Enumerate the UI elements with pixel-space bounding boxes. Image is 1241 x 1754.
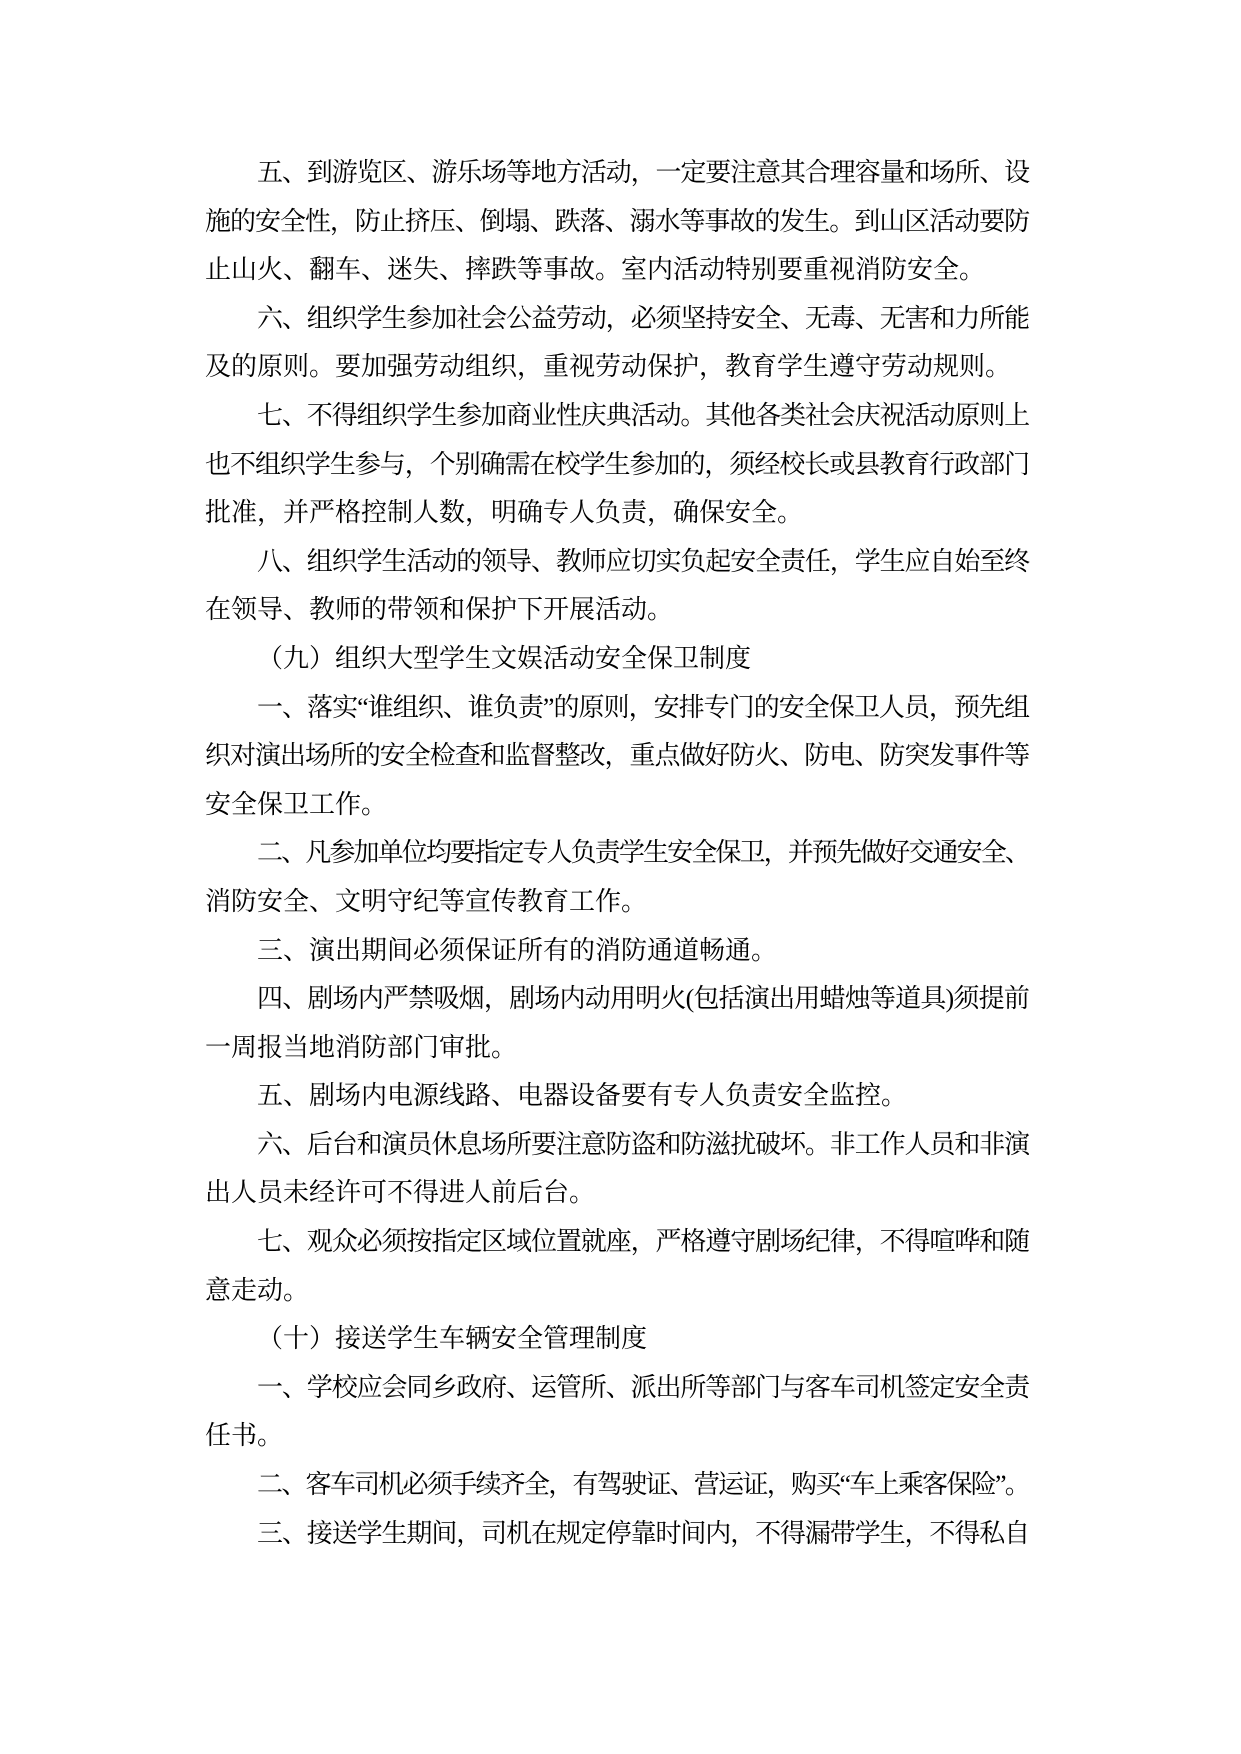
text-line: 也不组织学生参与，个别确需在校学生参加的，须经校长或县教育行政部门 [205,449,1029,479]
text-line: 批准，并严格控制人数，明确专人负责，确保安全。 [205,498,804,528]
text-line: 在领导、教师的带领和保护下开展活动。 [205,595,674,625]
text-line: 及的原则。要加强劳动组织，重视劳动保护，教育学生遵守劳动规则。 [205,352,1012,382]
text-line: 一周报当地消防部门审批。 [205,1032,518,1062]
text-line: 出人员未经许可不得进人前后台。 [205,1178,596,1208]
text-line: 六、后台和演员休息场所要注意防盗和防滋扰破坏。非工作人员和非演 [257,1129,1029,1159]
text-line: 意走动。 [205,1275,310,1305]
text-line: 安全保卫工作。 [205,789,388,819]
text-line: 七、观众必须按指定区域位置就座，严格遵守剧场纪律，不得喧哗和随 [257,1227,1029,1257]
text-line: 三、演出期间必须保证所有的消防通道畅通。 [257,935,778,965]
text-line: 织对演出场所的安全检查和监督整改，重点做好防火、防电、防突发事件等 [205,741,1029,771]
text-line: 任书。 [205,1421,284,1451]
text-line: 消防安全、文明守纪等宣传教育工作。 [205,886,648,916]
text-line: 一、落实“谁组织、谁负责”的原则，安排专门的安全保卫人员，预先组 [257,692,1029,722]
text-line: 七、不得组织学生参加商业性庆典活动。其他各类社会庆祝活动原则上 [257,400,1029,430]
text-line: 五、剧场内电源线路、电器设备要有专人负责安全监控。 [257,1081,908,1111]
section-heading-line: （十）接送学生车辆安全管理制度 [257,1324,648,1354]
text-line: 三、接送学生期间，司机在规定停靠时间内，不得漏带学生，不得私自 [257,1518,1029,1548]
text-line: 止山火、翻车、迷失、摔跌等事故。室内活动特别要重视消防安全。 [205,255,986,285]
text-line: 六、组织学生参加社会公益劳动，必须坚持安全、无毒、无害和力所能 [257,303,1029,333]
text-line: 二、凡参加单位均要指定专人负责学生安全保卫，并预先做好交通安全、 [257,838,1029,868]
section-heading-line: （九）组织大型学生文娱活动安全保卫制度 [257,643,752,673]
text-line: 五、到游览区、游乐场等地方活动，一定要注意其合理容量和场所、设 [257,158,1029,187]
text-line: 一、学校应会同乡政府、运管所、派出所等部门与客车司机签定安全责 [257,1372,1029,1402]
document-text [205,149,1029,1558]
text-line: 八、组织学生活动的领导、教师应切实负起安全责任，学生应自始至终 [257,546,1029,576]
text-line: 四、剧场内严禁吸烟，剧场内动用明火(包括演出用蜡烛等道具)须提前 [257,984,1029,1014]
text-line: 二、客车司机必须手续齐全，有驾驶证、营运证，购买“车上乘客保险”。 [257,1470,1029,1500]
text-line: 施的安全性，防止挤压、倒塌、跌落、溺水等事故的发生。到山区活动要防 [205,206,1029,236]
